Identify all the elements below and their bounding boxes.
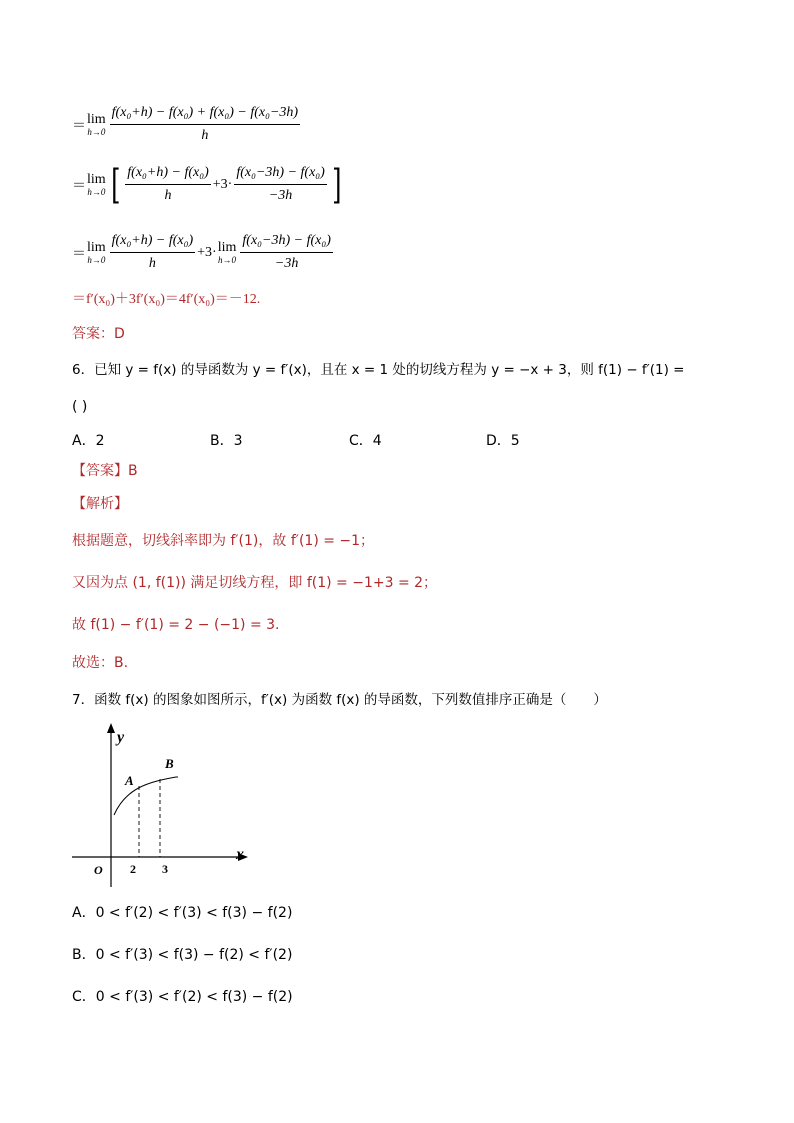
q6-analysis-line-2: 又因为点 (1, f(1)) 满足切线方程，即 f(1) = −1+3 = 2； [72,575,438,591]
q6-option-a: A．2 [72,433,105,449]
fraction-1: $\frac{\text{f(x₀+h) − f(x₀)}}{h}$ [127,165,209,203]
fraction-2: $\frac{\text{f(x₀−3h) − f(x₀)}}{-3h}$ [242,233,331,271]
q6-analysis-line-3: 故 f(1) − f′(1) = 2 − (−1) = 3. [72,617,280,633]
q6-option-b: B．3 [210,433,243,449]
q6-option-c: C．4 [349,433,382,449]
equals-sign: ＝ [72,117,86,134]
question-6-paren: ( ) [72,399,88,415]
q7-option-b: B．0 < f′(3) < f(3) − f(2) < f′(2) [72,947,293,963]
derivation-row-3 [72,232,335,273]
tick-label-3: 3 [162,862,168,876]
y-axis-label: y [117,729,125,746]
q6-answer-label: 【答案】B [72,463,138,479]
limit-operator: lim h→0 [87,111,106,137]
x-axis-label: x [236,846,244,863]
fraction-1: $\frac{\text{f(x₀+h) − f(x₀)}}{h}$ [111,233,194,271]
derivation-row-1 [72,104,302,145]
plus-three: +3· [197,244,217,260]
fraction-2: $\frac{\text{f(x₀−3h) − f(x₀)}}{-3h}$ [236,165,325,203]
function-graph [68,720,258,892]
tick-label-2: 2 [130,862,136,876]
q6-analysis-line-1: 根据题意，切线斜率即为 f′(1)，故 f′(1) = −1； [72,533,375,549]
q7-option-c: C．0 < f′(3) < f′(2) < f(3) − f(2) [72,989,293,1005]
question-7-stem: 7．函数 f(x) 的图象如图所示，f′(x) 为函数 f(x) 的导函数，下列数值排序正确是（ ） [72,692,607,708]
function-curve [114,777,178,815]
equals-sign: ＝ [72,245,86,262]
q6-option-d: D．5 [486,433,520,449]
question-6-stem: 6．已知 y = f(x) 的导函数为 y = f′(x)，且在 x = 1 处的切线方程为 y = −x + 3，则 f(1) − f′(1) = [72,362,685,378]
left-bracket: [ [110,161,121,208]
q7-option-a: A．0 < f′(2) < f′(3) < f(3) − f(2) [72,905,293,921]
q6-analysis-label: 【解析】 [72,496,128,512]
derivation-row-2 [72,161,344,208]
limit-operator: lim h→0 [87,171,106,197]
derivation-result: ＝f′(x₀)＋3f′(x₀)＝4f′(x₀)＝－12. [72,292,261,307]
equals-sign: ＝ [72,177,86,194]
denominator: h [201,128,209,143]
plus-three: +3· [212,176,233,192]
point-label-a: A [125,773,134,788]
q6-analysis-line-4: 故选：B. [72,655,129,671]
fraction [110,104,300,145]
origin-label: O [94,863,103,877]
previous-answer: 答案：D [72,326,125,342]
numerator: f(x₀+h) − f(x₀) + f(x₀) − f(x₀−3h) [110,104,300,125]
point-label-b: B [165,756,174,771]
limit-operator-2: lim h→0 [217,239,237,265]
limit-operator: lim h→0 [87,239,106,265]
right-bracket: ] [331,161,342,208]
y-axis-arrow [107,723,115,733]
